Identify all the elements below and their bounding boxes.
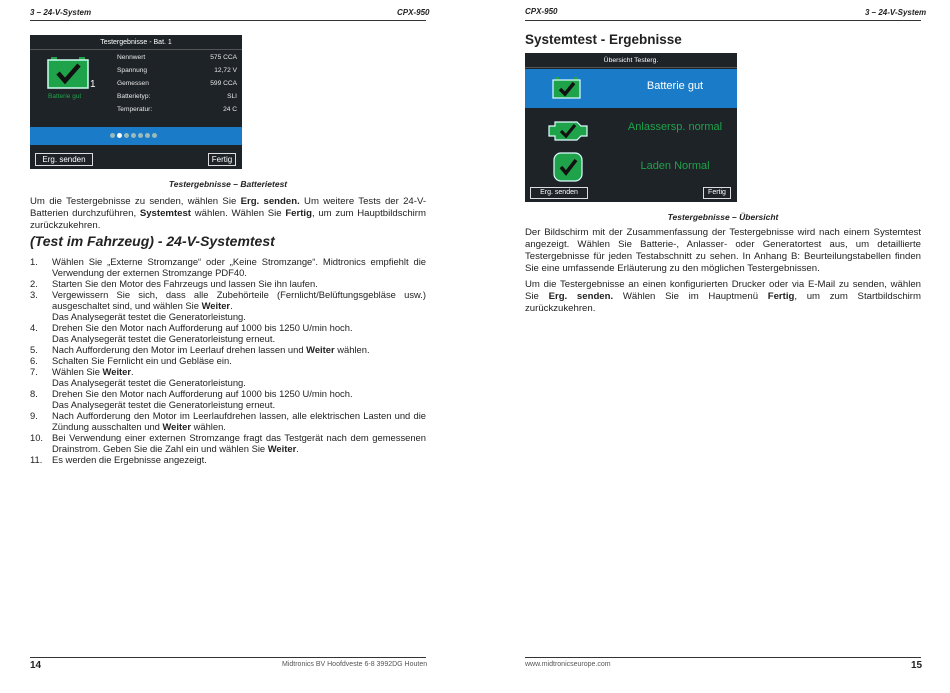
row-value: 24 C — [223, 106, 237, 113]
step-text: Starten Sie den Motor des Fahrzeugs und lassen Sie ihn laufen. — [52, 278, 318, 289]
step-text: . — [131, 366, 134, 377]
overview-row-charging[interactable] — [527, 149, 735, 187]
text: Um weitere Tests der 24-V-Batterien durchzuführen, — [30, 196, 427, 219]
figure-caption: Testergebnisse – Batterietest — [168, 179, 288, 189]
step-number: 8. — [30, 388, 38, 399]
step-subtext: Das Analysegerät testet die Generatorleistung erneut. — [52, 399, 276, 410]
page-dots — [110, 133, 160, 138]
step-number: 11. — [30, 454, 43, 465]
page-dot-active — [117, 133, 122, 138]
row-label: Batterietyp: — [117, 93, 151, 100]
weiter-label: Weiter — [267, 443, 297, 454]
page-dot — [131, 133, 136, 138]
page-dot — [110, 133, 115, 138]
step-number: 3. — [30, 289, 38, 300]
text: Um die Testergebnisse zu senden, wählen Sie — [30, 196, 241, 207]
row-value: 12,72 V — [214, 67, 237, 74]
step-item — [30, 344, 426, 355]
text: , um zum Startbildschirm zurückzukehren. — [525, 291, 921, 314]
step-number: 1. — [30, 256, 38, 267]
systemtest-label: Systemtest — [139, 208, 192, 219]
screen-title: Testergebnisse - Bat. 1 — [100, 39, 172, 46]
battery-status: Batterie gut — [48, 93, 82, 100]
procedure-steps — [30, 256, 426, 465]
overview-row-starter[interactable] — [527, 110, 735, 148]
row-label: Nennwert — [117, 54, 146, 61]
send-results-button[interactable]: Erg. senden — [35, 153, 93, 166]
left-page-number: 14 — [30, 660, 42, 671]
step-text: wählen. — [334, 344, 370, 355]
step-item — [30, 256, 426, 278]
page-dot — [124, 133, 129, 138]
screen-divider — [525, 67, 737, 68]
row-label: Spannung — [117, 67, 148, 74]
step-item — [30, 355, 426, 366]
right-footer-rule — [525, 657, 921, 658]
left-header-rule — [30, 20, 426, 21]
page-dot — [145, 133, 150, 138]
step-number: 4. — [30, 322, 38, 333]
step-text: Bei Verwendung einer externen Stromzange fragt das Testgerät nach dem gemessenen Drainstrom. Geben Sie die Zahl ein und wählen Sie — [52, 432, 426, 454]
page-dot — [138, 133, 143, 138]
step-item — [30, 432, 426, 454]
send-results-button[interactable]: Erg. senden — [530, 187, 588, 199]
text: Um die Testergebnisse an einen konfigurierten Drucker oder via E-Mail zu senden, wählen Sie — [525, 279, 921, 302]
right-header-model: CPX-950 — [525, 7, 558, 16]
send-label: Erg. senden. — [548, 291, 614, 302]
step-text: Drehen Sie den Motor nach Aufforderung auf 1000 bis 1250 U/min hoch. — [52, 388, 353, 399]
right-footer-url[interactable]: www.midtronicseurope.com — [525, 661, 611, 668]
page-indicator-bar[interactable] — [30, 127, 242, 145]
step-number: 2. — [30, 278, 38, 289]
done-label: Fertig — [285, 208, 312, 219]
step-item — [30, 278, 426, 289]
battery-number: 1 — [90, 79, 96, 90]
row-label: Gemessen — [117, 80, 149, 87]
right-page — [475, 0, 950, 693]
row-label: Batterie gut — [646, 80, 704, 92]
step-text: Drehen Sie den Motor nach Aufforderung auf 1000 bis 1250 U/min hoch. — [52, 322, 353, 333]
done-label: Fertig — [767, 291, 795, 302]
screen-divider — [30, 49, 242, 50]
left-footer-rule — [30, 657, 426, 658]
step-text: Schalten Sie Fernlicht ein und Gebläse ein. — [52, 355, 232, 366]
row-value: 599 CCA — [210, 80, 237, 87]
step-subtext: Das Analysegerät testet die Generatorleistung. — [52, 311, 246, 322]
right-header-section: 3 – 24-V-System — [865, 8, 927, 17]
battery-check-icon — [47, 56, 91, 90]
text: Wählen Sie im Hauptmenü — [613, 291, 768, 302]
step-text: Nach Aufforderung den Motor im Leerlaufdrehen lassen, alle elektrischen Lasten und die Zündung ausschalten und — [52, 410, 426, 432]
right-page-number: 15 — [911, 660, 923, 671]
done-button[interactable]: Fertig — [208, 153, 236, 166]
step-number: 10. — [30, 432, 44, 443]
left-header-section: 3 – 24-V-System — [30, 8, 92, 17]
overview-screen — [525, 53, 737, 202]
section-heading: (Test im Fahrzeug) - 24-V-Systemtest — [30, 233, 275, 249]
step-number: 9. — [30, 410, 38, 421]
left-header-model: CPX-950 — [397, 8, 430, 17]
step-item — [30, 410, 426, 432]
step-item — [30, 289, 426, 322]
starter-check-icon — [547, 117, 589, 141]
step-number: 5. — [30, 344, 38, 355]
intro-paragraph — [30, 196, 426, 232]
page-heading: Systemtest - Ergebnisse — [525, 32, 682, 47]
row-label: Temperatur: — [117, 106, 153, 113]
text: wählen. Wählen Sie — [191, 208, 286, 219]
weiter-label: Weiter — [162, 421, 191, 432]
step-text: . — [296, 443, 299, 454]
right-header-rule — [525, 20, 921, 21]
step-text: Wählen Sie „Externe Stromzange“ oder „Keine Stromzange“. Midtronics empfiehlt die Verwendung der externen Stromzange PDF40. — [52, 256, 426, 278]
row-value: 575 CCA — [210, 54, 237, 61]
figure-caption: Testergebnisse – Übersicht — [667, 212, 779, 222]
alternator-check-icon — [553, 152, 583, 182]
row-label: Anlassersp. normal — [627, 121, 723, 133]
row-label: Laden Normal — [640, 160, 710, 172]
screen-title: Übersicht Testerg. — [603, 57, 659, 64]
step-text: Es werden die Ergebnisse angezeigt. — [52, 454, 207, 465]
weiter-label: Weiter — [201, 300, 231, 311]
row-value: SLI — [227, 93, 237, 100]
send-label: Erg. senden. — [240, 196, 300, 207]
step-number: 7. — [30, 366, 38, 377]
step-item — [30, 322, 426, 344]
send-paragraph — [525, 279, 921, 315]
done-button[interactable]: Fertig — [703, 187, 731, 199]
battery-result-screen — [30, 35, 242, 169]
step-text: . — [230, 300, 233, 311]
battery-check-icon — [552, 77, 582, 99]
step-text: Nach Aufforderung den Motor im Leerlauf drehen lassen und — [52, 344, 307, 355]
weiter-label: Weiter — [306, 344, 335, 355]
step-text: wählen. — [190, 421, 226, 432]
step-subtext: Das Analysegerät testet die Generatorleistung. — [52, 377, 246, 388]
step-item — [30, 366, 426, 388]
step-item — [30, 388, 426, 410]
step-text: Vergewissern Sie sich, dass alle Zubehörteile (Fernlicht/Belüftungsgebläse usw.) ausgeschaltet sind, und wählen Sie — [52, 289, 426, 311]
step-number: 6. — [30, 355, 38, 366]
left-footer-address: Midtronics BV Hoofdveste 6-8 3992DG Houten — [282, 661, 428, 668]
page-dot — [152, 133, 157, 138]
weiter-label: Weiter — [102, 366, 132, 377]
step-item — [30, 454, 426, 465]
summary-paragraph: Der Bildschirm mit der Zusammenfassung der Testergebnisse wird nach einem Systemtest angezeigt. Wählen Sie Batterie-, Anlasser- oder Generatortest aus, um detaillierte Testergebnisse für jeden Testabschnitt zu sehen. In Anhang B: Beurteilungstabellen finden Sie eine umfassende Erläuterung zu den möglichen Testergebnissen. — [525, 227, 921, 274]
step-subtext: Das Analysegerät testet die Generatorleistung erneut. — [52, 333, 276, 344]
step-text: Wählen Sie — [52, 366, 103, 377]
overview-row-battery[interactable] — [525, 69, 737, 108]
text: , um zum Hauptbildschirm zurückzukehren. — [30, 208, 426, 231]
